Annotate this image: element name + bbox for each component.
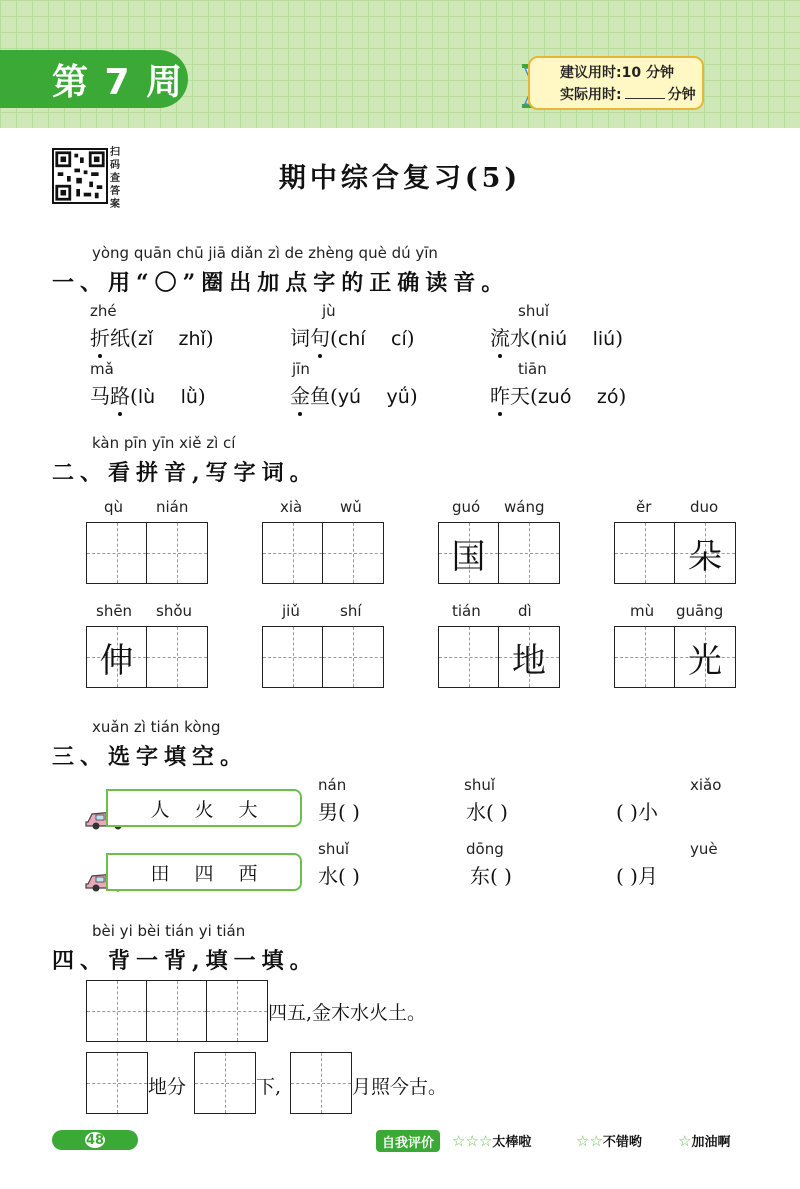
s1-item-pinyin: jù	[322, 302, 336, 320]
grid-cell	[615, 627, 675, 687]
s1-item: 马路(lù lǜ)	[90, 384, 206, 408]
grid-cell	[87, 981, 147, 1041]
writing-grid[interactable]	[86, 1052, 148, 1114]
poem-line-2c: 月照今古。	[352, 1076, 448, 1098]
fill-blank[interactable]: ( )月	[616, 864, 658, 888]
grid-cell	[439, 627, 499, 687]
grid-cell	[87, 1053, 147, 1113]
poem-line-2a: 地分	[148, 1076, 187, 1098]
s4-pinyin: bèi yi bèi tián yi tián	[92, 922, 246, 940]
poem-line-1: 四五,金木水火土。	[268, 1002, 427, 1024]
s2-pinyin-1: qù	[104, 498, 124, 516]
fill-blank[interactable]: 东( )	[470, 864, 512, 888]
option[interactable]: lǜ	[180, 386, 198, 408]
s2-pinyin: kàn pīn yīn xiě zì cí	[92, 434, 236, 452]
choice-box: 人 火 大	[106, 789, 302, 827]
writing-grid[interactable]	[614, 626, 736, 688]
writing-grid[interactable]	[262, 522, 384, 584]
blank-pinyin: xiǎo	[690, 776, 722, 794]
s2-pinyin-2: wǔ	[340, 498, 362, 516]
rating-excellent[interactable]: ☆☆☆太棒啦	[452, 1132, 532, 1150]
grid-cell: 伸	[87, 627, 147, 687]
s2-pinyin-2: dì	[518, 602, 532, 620]
s1-item-pinyin: mǎ	[90, 360, 114, 378]
s1-item: 金鱼(yú yǘ)	[290, 384, 418, 408]
s4-title: 四、背一背,填一填。	[52, 948, 318, 974]
grid-cell: 地	[499, 627, 559, 687]
writing-grid[interactable]	[86, 626, 208, 688]
self-eval-label: 自我评价	[376, 1130, 440, 1152]
writing-grid[interactable]	[438, 626, 560, 688]
grid-cell	[207, 981, 267, 1041]
s1-item: 流水(niú liú)	[490, 326, 624, 350]
fill-blank[interactable]: 水( )	[466, 800, 508, 824]
grid-cell	[263, 523, 323, 583]
s2-title: 二、看拼音,写字词。	[52, 460, 318, 486]
fill-blank[interactable]: ( )小	[616, 800, 658, 824]
option[interactable]: yú	[337, 386, 362, 408]
s3-pinyin: xuǎn zì tián kòng	[92, 718, 221, 736]
s2-pinyin-1: tián	[452, 602, 481, 620]
s2-pinyin-1: guó	[452, 498, 481, 516]
grid-cell	[499, 523, 559, 583]
s1-title: 一、用“〇”圈出加点字的正确读音。	[52, 270, 510, 296]
blank-pinyin: shuǐ	[318, 840, 349, 858]
s2-pinyin-2: wáng	[504, 498, 545, 516]
s1-item-pinyin: tiān	[518, 360, 547, 378]
grid-cell	[323, 523, 383, 583]
grid-cell	[291, 1053, 351, 1113]
grid-cell: 朵	[675, 523, 735, 583]
grid-cell: 国	[439, 523, 499, 583]
writing-grid[interactable]	[86, 980, 268, 1042]
s2-pinyin-2: shǒu	[156, 602, 193, 620]
option[interactable]: yǘ	[386, 386, 410, 408]
writing-grid[interactable]	[86, 522, 208, 584]
fill-blank[interactable]: 水( )	[318, 864, 360, 888]
s2-pinyin-1: ěr	[636, 498, 652, 516]
s2-pinyin-1: jiǔ	[282, 602, 300, 620]
writing-grid[interactable]	[614, 522, 736, 584]
grid-cell	[147, 981, 207, 1041]
option[interactable]: zhǐ	[178, 328, 206, 350]
option[interactable]: liú	[592, 328, 616, 350]
s1-pinyin: yòng quān chū jiā diǎn zì de zhèng què dú yīn	[92, 244, 438, 262]
s1-item: 折纸(zǐ zhǐ)	[90, 326, 214, 350]
blank-pinyin: shuǐ	[464, 776, 495, 794]
grid-cell	[263, 627, 323, 687]
s2-pinyin-2: nián	[156, 498, 189, 516]
s1-item: 昨天(zuó zó)	[490, 384, 627, 408]
poem-line-2b: 下,	[256, 1076, 282, 1098]
option[interactable]: zǐ	[137, 328, 154, 350]
s1-item-pinyin: zhé	[90, 302, 117, 320]
s2-pinyin-1: shēn	[96, 602, 133, 620]
time-box	[528, 56, 704, 110]
grid-cell	[147, 523, 207, 583]
actual-time: 实际用时: 分钟	[560, 87, 696, 103]
option[interactable]: chí	[337, 328, 366, 350]
s1-item-pinyin: shuǐ	[518, 302, 549, 320]
grid-cell	[195, 1053, 255, 1113]
writing-grid[interactable]	[194, 1052, 256, 1114]
grid-cell	[147, 627, 207, 687]
s2-pinyin-1: mù	[630, 602, 655, 620]
rating-try[interactable]: ☆加油啊	[678, 1132, 731, 1150]
writing-grid[interactable]	[438, 522, 560, 584]
grid-cell: 光	[675, 627, 735, 687]
blank-pinyin: nán	[318, 776, 347, 794]
star-icon: ☆☆	[576, 1132, 603, 1150]
s3-title: 三、选字填空。	[52, 744, 249, 770]
s2-pinyin-2: guāng	[676, 602, 724, 620]
s2-pinyin-2: shí	[340, 602, 362, 620]
option[interactable]: zó	[596, 386, 619, 408]
actual-time-blank[interactable]	[625, 85, 665, 99]
fill-blank[interactable]: 男( )	[318, 800, 360, 824]
option[interactable]: lù	[137, 386, 156, 408]
page-title: 期中综合复习(5)	[278, 163, 522, 194]
week-label: 第 7 周	[0, 50, 188, 108]
choice-box: 田 四 西	[106, 853, 302, 891]
grid-cell	[615, 523, 675, 583]
option[interactable]: zuó	[537, 386, 572, 408]
qr-label: 扫 码 查 答 案	[110, 147, 120, 210]
star-icon: ☆☆☆	[452, 1132, 493, 1150]
option[interactable]: cí	[391, 328, 407, 350]
grid-cell	[87, 523, 147, 583]
rating-good[interactable]: ☆☆不错哟	[576, 1132, 642, 1150]
grid-cell	[323, 627, 383, 687]
writing-grid[interactable]	[262, 626, 384, 688]
star-icon: ☆	[678, 1132, 692, 1150]
blank-pinyin: dōng	[466, 840, 504, 858]
s2-pinyin-2: duo	[690, 498, 719, 516]
s1-item: 词句(chí cí)	[290, 326, 415, 350]
blank-pinyin: yuè	[690, 840, 718, 858]
writing-grid[interactable]	[290, 1052, 352, 1114]
suggest-time: 建议用时:10 分钟	[560, 65, 674, 81]
s1-item-pinyin: jīn	[292, 360, 310, 378]
page-number: 48	[52, 1130, 138, 1150]
s2-pinyin-1: xià	[280, 498, 303, 516]
option[interactable]: niú	[537, 328, 568, 350]
